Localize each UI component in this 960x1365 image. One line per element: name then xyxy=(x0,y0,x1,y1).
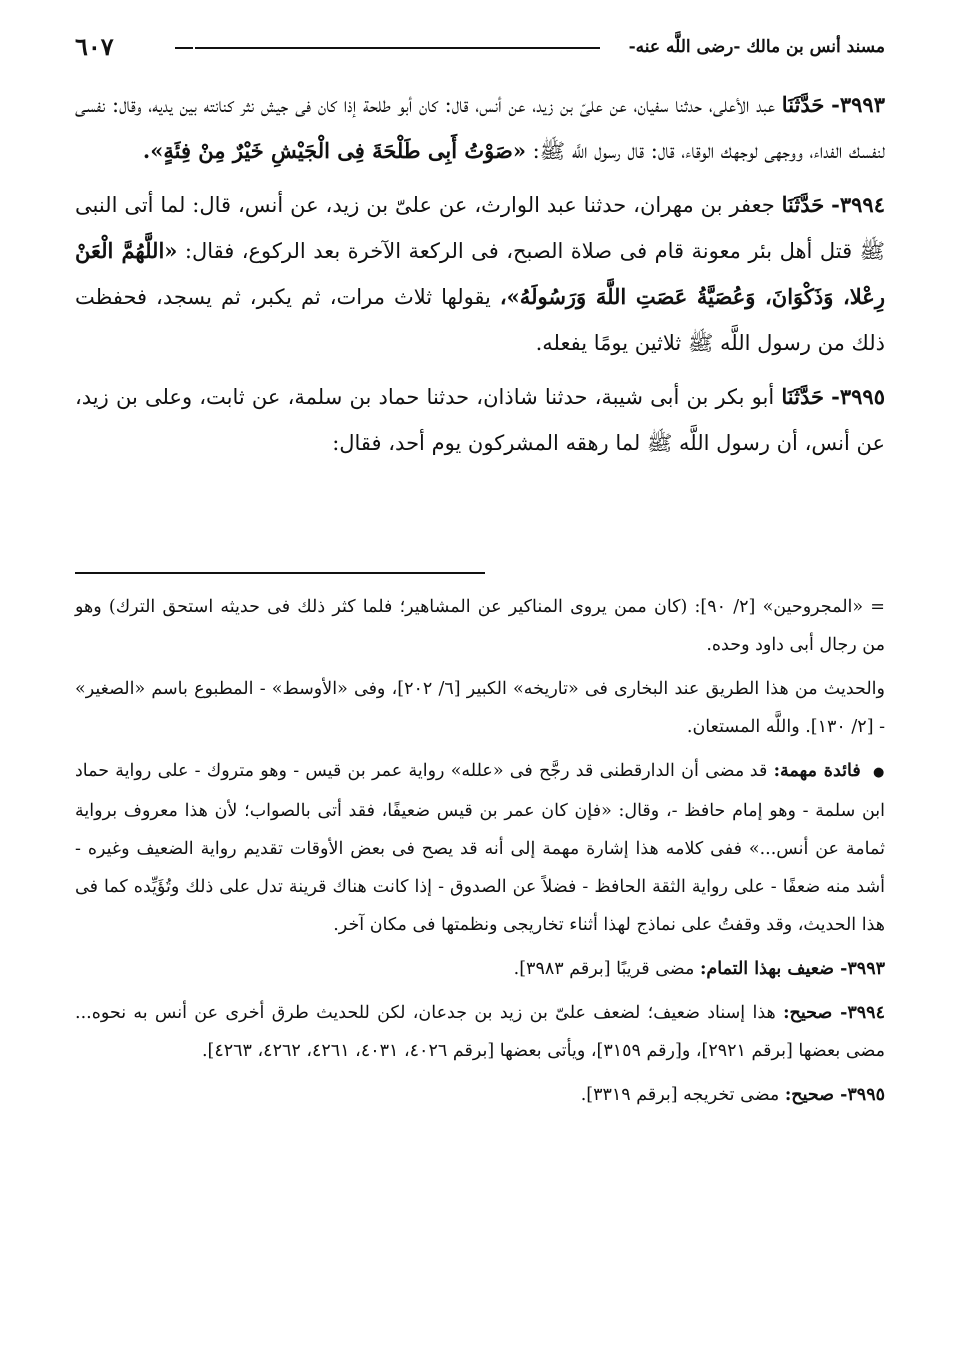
grading-label: ٣٩٩٥- صحيح: xyxy=(784,1085,885,1105)
header-rule xyxy=(195,47,600,49)
hadith-number: ٣٩٩٥- xyxy=(831,384,885,409)
grading-text: مضى قريبًا [برقم ٣٩٨٣]. xyxy=(513,959,695,979)
hadith-text: أبو بكر بن أبى شيبة، حدثنا شاذان، حدثنا حماد بن سلمة، عن ثابت، وعلى بن زيد، عن أنس، أن رسول اللَّه ﷺ لما رهقه المشركون يوم أحد، فقال: xyxy=(75,385,885,455)
hadith-number: ٣٩٩٤- xyxy=(831,192,885,217)
hadith-3993 xyxy=(75,82,885,174)
hadith-text: جعفر بن مهران، حدثنا عبد الوارث، عن علىّ بن زيد، عن أنس، قال: لما أتى النبى ﷺ قتل أهل بئر معونة قام فى صلاة الصبح، فى الركعة الآخرة بعد الركوع، فقال: xyxy=(75,193,885,263)
bullet-icon: ● xyxy=(872,765,885,780)
footnote-continuation: = «المجروحين» [٢/ ٩٠]: (كان ممن يروى المناكير عن المشاهير؛ فلما كثر ذلك فى حديثه استحق الترك) وهو من رجال أبى داود وحده. xyxy=(75,597,885,655)
hadith-opening-word: حَدَّثَنَا xyxy=(781,92,825,117)
footnote-separator xyxy=(75,572,485,574)
hadith-quote: «صَوْتُ أَبِى طَلْحَةَ فِى الْجَيْشِ خَيْرٌ مِنْ فِئَةٍ». xyxy=(142,138,526,163)
hadith-tail: يقولها ثلاث مرات، ثم يكبر، ثم يسجد، فحفظت ذلك من رسول اللَّه ﷺ ثلاثين يومًا يفعله. xyxy=(75,285,885,355)
main-text xyxy=(75,82,885,474)
header-rule-short xyxy=(175,47,193,49)
page-number: ٦٠٧ xyxy=(75,32,114,61)
hadith-quote: «اللَّهُمَّ الْعَنْ رِعْلا، وَذَكْوَانَ، وَعُصَيَّةُ عَصَتِ اللَّهَ وَرَسُولَهُ»، xyxy=(75,238,885,309)
footnotes xyxy=(75,588,885,1120)
page-header xyxy=(75,30,885,64)
running-title: مسند أنس بن مالك -رضى اللَّه عنه- xyxy=(628,37,885,57)
hadith-3994 xyxy=(75,182,885,366)
hadith-text: عبد الأعلى، حدثنا سفيان، عن علىّ بن زيد، عن أنس، قال: كان أبو طلحة إذا كان فى جيش نثر كنانته بين يديه، وقال: نفسى لنفسك الفداء، ووجهى لوجهك الوقاء، قال: قال رسول اللَّه ﷺ: xyxy=(75,93,885,163)
hadith-opening-word: حَدَّثَنَا xyxy=(781,192,825,217)
grading-3993 xyxy=(75,950,885,988)
footnote-benefit xyxy=(75,752,885,944)
footnote-bukhari: والحديث من هذا الطريق عند البخارى فى «تاريخه» الكبير [٦/ ٢٠٢]، وفى «الأوسط» - المطبوع باسم «الصغير» - [٢/ ١٣٠]. واللَّه المستعان. xyxy=(75,679,885,737)
grading-text: مضى تخريجه [برقم ٣٣١٩]. xyxy=(580,1085,780,1105)
hadith-opening-word: حَدَّثَنَا xyxy=(781,384,824,409)
grading-label: ٣٩٩٣- ضعيف بهذا التمام: xyxy=(699,959,885,979)
benefit-label: فائدة مهمة: xyxy=(773,761,861,781)
grading-label: ٣٩٩٤- صحيح: xyxy=(783,1003,885,1023)
grading-3995 xyxy=(75,1076,885,1114)
grading-text: هذا إسناد ضعيف؛ لضعف علىّ بن زيد بن جدعان، لكن للحديث طرق أخرى عن أنس به نحوه... مضى بعضها [برقم ٢٩٢١]، و[رقم ٣١٥٩]، ويأتى بعضها [برقم ٤٠٢٦، ٤٠٣١، ٤٢٦١، ٤٢٦٢، ٤٢٦٣]. xyxy=(75,1003,885,1061)
hadith-number: ٣٩٩٣- xyxy=(831,92,885,117)
hadith-3995 xyxy=(75,374,885,466)
benefit-text: قد مضى أن الدارقطنى قد رجَّح فى «علله» رواية عمر بن قيس - وهو متروك - على رواية حماد ابن سلمة - وهو إمام حافظ -، وقال: «فإن كان عمر بن قيس ضعيفًا، فقد أتى بالصواب؛ لأن هذا معروف برواية ثمامة عن أنس...» ففى كلامه هذا إشارة مهمة إلى أنه قد يصح فى بعض الأوقات تقديم رواية الضعيف وغيره - أشد منه ضعفًا - على رواية الثقة الحافظ - فضلاً عن الصدوق - إذا كانت هناك قرينة تدل على ذلك وتُؤَيِّده كما فى هذا الحديث، وقد وقفتُ على نماذج لهذا أثناء تخاريجى ونظمتها فى مكان آخر. xyxy=(75,761,885,935)
grading-3994 xyxy=(75,994,885,1070)
